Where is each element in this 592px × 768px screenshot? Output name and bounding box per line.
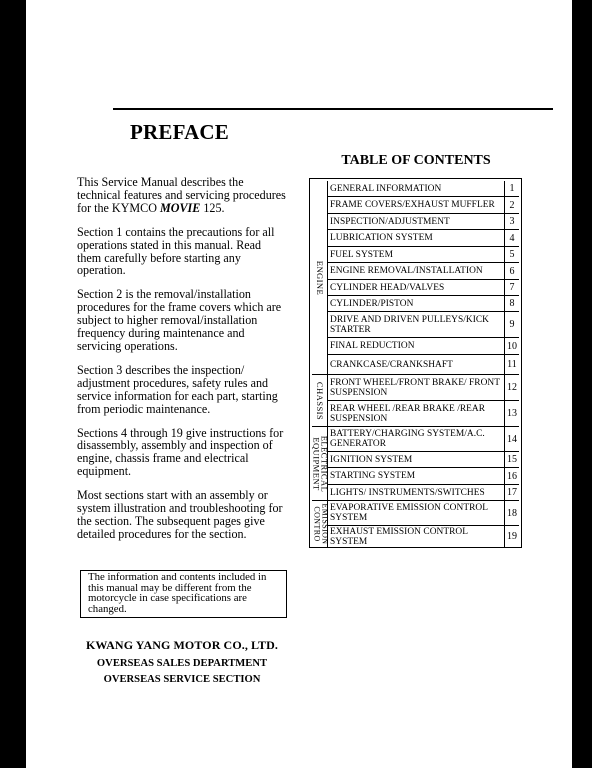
toc-group-label: ELECTRICAL EQUIPMENT	[310, 435, 329, 492]
toc-row[interactable]	[328, 181, 519, 197]
toc-row-number: 4	[504, 230, 519, 246]
toc-group-engine	[312, 181, 328, 375]
toc-row-label: BATTERY/CHARGING SYSTEM/A.C. GENERATOR	[330, 429, 485, 449]
toc-group-label: CHASSIS	[314, 381, 325, 420]
toc-row-number: 19	[504, 526, 519, 547]
toc-row-number: 6	[504, 263, 519, 279]
toc-row-number: 12	[504, 375, 519, 400]
toc-row-number: 10	[504, 338, 519, 354]
toc-row[interactable]	[328, 263, 519, 280]
toc-row-number: 14	[504, 427, 519, 451]
toc-row-label: INSPECTION/ADJUSTMENT	[330, 216, 450, 227]
toc-row[interactable]	[328, 312, 519, 338]
company-section: OVERSEAS SERVICE SECTION	[103, 674, 261, 685]
toc-title: TABLE OF CONTENTS	[341, 153, 491, 168]
toc-row[interactable]	[328, 214, 519, 230]
toc-row-number: 15	[504, 452, 519, 467]
toc-row[interactable]	[328, 247, 519, 263]
toc-row[interactable]	[328, 230, 519, 247]
toc-inner	[312, 181, 519, 545]
toc-row-label: STARTING SYSTEM	[330, 471, 416, 481]
toc-group-electrical	[312, 427, 328, 501]
toc-row-label: CRANKCASE/CRANKSHAFT	[330, 359, 453, 370]
page-title: PREFACE	[130, 120, 230, 144]
toc-row-number: 2	[504, 197, 519, 213]
toc-row-label: EVAPORATIVE EMISSION CONTROL SYSTEM	[330, 503, 488, 523]
section2-paragraph: Section 2 is the removal/installation procedures for the frame covers which are subject to higher removal/installation frequency during maintenance and servicing operations.	[77, 287, 282, 353]
model-name: MOVIE	[159, 200, 201, 215]
intro-paragraph	[77, 176, 287, 215]
toc-row[interactable]	[328, 485, 519, 501]
toc-group-label: EMISSION CONTRO	[311, 503, 329, 545]
toc-row-number: 1	[504, 181, 519, 196]
company-name: KWANG YANG MOTOR CO., LTD.	[85, 638, 279, 652]
model-number: 125.	[203, 200, 225, 215]
toc-row[interactable]	[328, 452, 519, 468]
notice-box: The information and contents included in this manual may be different from the motorcycle in case specifications are changed.	[80, 570, 287, 618]
section3-paragraph: Section 3 describes the inspection/ adjustment procedures, safety rules and service information for each part, starting from periodic maintenance.	[77, 362, 278, 416]
toc-row-number: 13	[504, 401, 519, 426]
toc-row[interactable]	[328, 526, 519, 547]
toc-row-label: CYLINDER HEAD/VALVES	[330, 282, 445, 293]
toc-row-label: FRAME COVERS/EXHAUST MUFFLER	[330, 200, 495, 210]
toc-row-label: CYLINDER/PISTON	[330, 298, 414, 309]
toc-row[interactable]	[328, 338, 519, 355]
toc-row[interactable]	[328, 296, 519, 312]
toc-group-emission	[312, 501, 328, 547]
toc-row-label: FINAL REDUCTION	[330, 341, 415, 351]
toc-row[interactable]	[328, 468, 519, 485]
manual-page	[26, 0, 572, 768]
toc-row-label: LUBRICATION SYSTEM	[330, 233, 433, 243]
toc-row[interactable]	[328, 501, 519, 526]
toc-row-number: 18	[504, 501, 519, 525]
company-block	[77, 638, 287, 685]
toc-row[interactable]	[328, 375, 519, 401]
sections-4-19-paragraph: Sections 4 through 19 give instructions for disassembly, assembly and inspection of engine, chassis frame and electrical equipment.	[77, 425, 284, 479]
toc-group-label: ENGINE	[314, 260, 325, 295]
toc-row-label: GENERAL INFORMATION	[330, 183, 442, 194]
toc-row-label: LIGHTS/ INSTRUMENTS/SWITCHES	[330, 487, 485, 498]
toc-row-label: ENGINE REMOVAL/INSTALLATION	[330, 266, 483, 276]
section1-paragraph: Section 1 contains the precautions for all operations stated in this manual. Read them carefully before starting any operation.	[77, 224, 275, 278]
company-department: OVERSEAS SALES DEPARTMENT	[96, 658, 268, 669]
toc-row[interactable]	[328, 427, 519, 452]
header-rule	[113, 108, 553, 110]
toc-row[interactable]	[328, 280, 519, 296]
toc-row-number: 17	[504, 485, 519, 500]
structure-paragraph: Most sections start with an assembly or system illustration and troubleshooting for the section. The subsequent pages give detailed procedures for the section.	[77, 488, 283, 541]
toc-row-label: REAR WHEEL /REAR BRAKE /REAR SUSPENSION	[330, 403, 486, 424]
toc-row[interactable]	[328, 401, 519, 427]
toc-row-label: IGNITION SYSTEM	[330, 454, 413, 465]
toc-group-chassis	[312, 375, 328, 427]
toc-row-label: DRIVE AND DRIVEN PULLEYS/KICK STARTER	[330, 314, 489, 335]
toc-row-label: EXHAUST EMISSION CONTROL SYSTEM	[330, 526, 468, 547]
toc-row-label: FUEL SYSTEM	[330, 249, 393, 260]
toc-row[interactable]	[328, 355, 519, 375]
toc-row-number: 5	[504, 247, 519, 262]
toc-row-number: 11	[504, 355, 519, 374]
preface-text	[77, 176, 287, 552]
toc-row[interactable]	[328, 197, 519, 214]
toc-row-number: 16	[504, 468, 519, 484]
toc-row-number: 3	[504, 214, 519, 229]
intro-text: This Service Manual describes the technical features and servicing procedures for the KYMCO	[77, 175, 286, 215]
toc-row-number: 8	[504, 296, 519, 311]
toc-table	[309, 178, 522, 548]
toc-row-number: 7	[504, 280, 519, 295]
toc-row-number: 9	[504, 312, 519, 337]
toc-row-label: FRONT WHEEL/FRONT BRAKE/ FRONT SUSPENSION	[330, 377, 500, 398]
